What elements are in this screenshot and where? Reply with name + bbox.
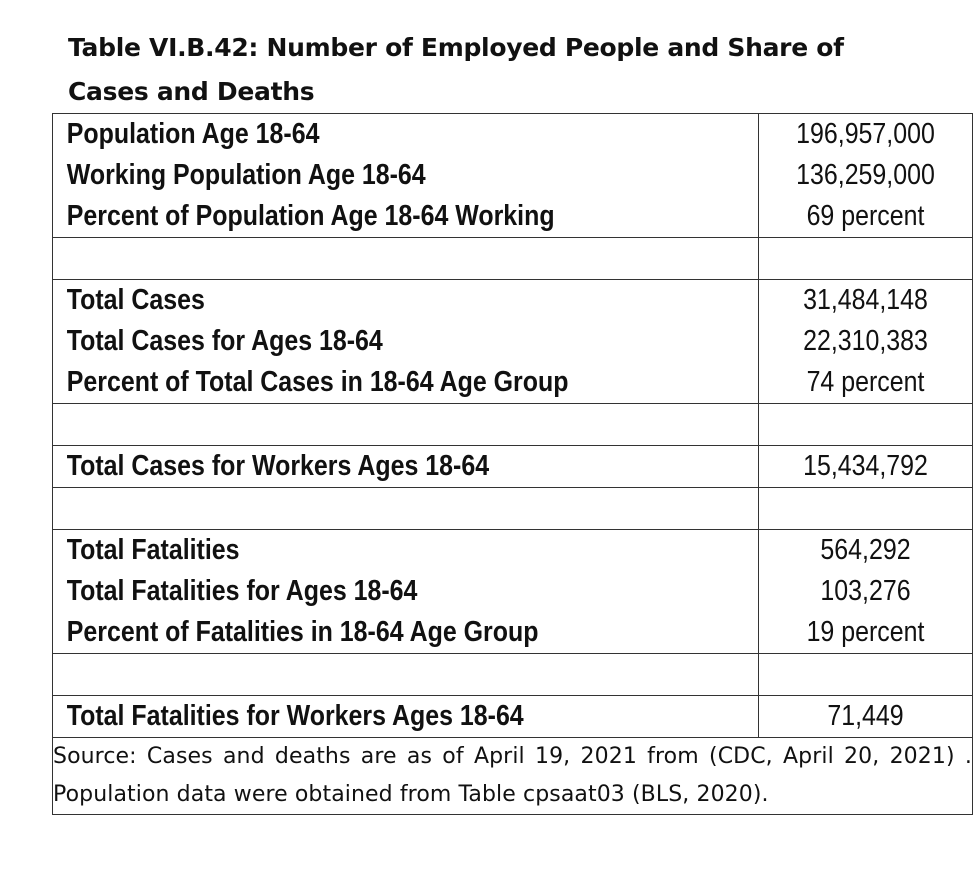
row-label: Total Cases: [66, 284, 205, 316]
row-value: 74 percent: [806, 366, 925, 398]
row-value: 31,484,148: [803, 284, 928, 316]
row-label: Total Cases for Ages 18-64: [66, 325, 383, 357]
source-row: [53, 738, 973, 815]
table-caption: [68, 26, 948, 114]
table-row-group: [53, 530, 973, 654]
row-value: 196,957,000: [796, 118, 935, 150]
table-row-group: [53, 280, 973, 404]
row-label: Percent of Population Age 18-64 Working: [66, 200, 555, 232]
label-cell: [53, 446, 759, 488]
empty-cell: [53, 488, 759, 530]
spacer-row: [53, 654, 973, 696]
row-label: Total Fatalities for Ages 18-64: [66, 575, 418, 607]
empty-cell: [759, 488, 973, 530]
value-cell: [759, 530, 973, 654]
row-label: Percent of Total Cases in 18-64 Age Group: [66, 366, 569, 398]
row-label: Percent of Fatalities in 18-64 Age Group: [66, 616, 539, 648]
value-cell: [759, 446, 973, 488]
row-label: Population Age 18-64: [66, 118, 320, 150]
caption-line-2: Cases and Deaths: [68, 77, 315, 106]
empty-cell: [759, 238, 973, 280]
employment-cases-table: [52, 113, 973, 815]
row-label: Total Fatalities: [66, 534, 240, 566]
row-label: Working Population Age 18-64: [66, 159, 426, 191]
table-row-group: [53, 446, 973, 488]
table-row-group: [53, 114, 973, 238]
label-cell: [53, 280, 759, 404]
row-value: 71,449: [827, 700, 904, 732]
source-note: Source: Cases and deaths are as of April 19, 2021 from (CDC, April 20, 2021) . Population data were obtained from Table cpsaat03 (BLS, 2020).: [53, 738, 973, 815]
row-label: Total Fatalities for Workers Ages 18-64: [66, 700, 524, 732]
table-row-group: [53, 696, 973, 738]
row-value: 15,434,792: [803, 450, 928, 482]
row-label: Total Cases for Workers Ages 18-64: [66, 450, 490, 482]
row-value: 136,259,000: [796, 159, 935, 191]
value-cell: [759, 280, 973, 404]
spacer-row: [53, 488, 973, 530]
row-value: 564,292: [820, 534, 911, 566]
empty-cell: [53, 654, 759, 696]
label-cell: [53, 696, 759, 738]
value-cell: [759, 696, 973, 738]
empty-cell: [759, 404, 973, 446]
row-value: 69 percent: [806, 200, 925, 232]
caption-line-1: Table VI.B.42: Number of Employed People and Share of: [68, 33, 844, 62]
label-cell: [53, 114, 759, 238]
empty-cell: [53, 404, 759, 446]
row-value: 22,310,383: [803, 325, 928, 357]
spacer-row: [53, 404, 973, 446]
value-cell: [759, 114, 973, 238]
row-value: 103,276: [820, 575, 911, 607]
row-value: 19 percent: [806, 616, 925, 648]
label-cell: [53, 530, 759, 654]
empty-cell: [759, 654, 973, 696]
spacer-row: [53, 238, 973, 280]
empty-cell: [53, 238, 759, 280]
